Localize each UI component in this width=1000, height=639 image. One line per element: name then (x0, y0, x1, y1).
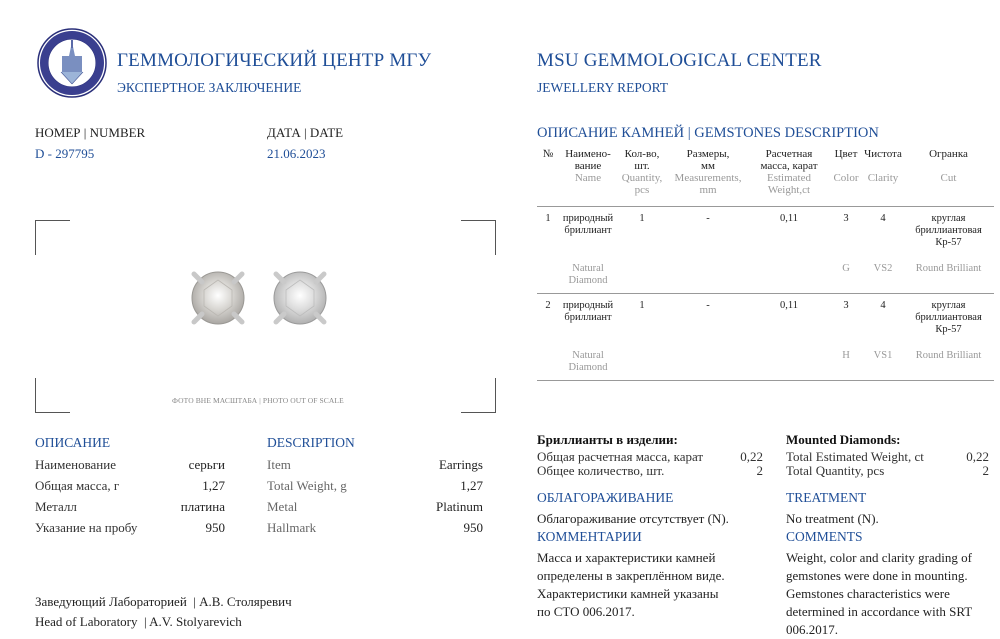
comment-line: 006.2017. (786, 622, 838, 637)
property-value: платина (180, 499, 225, 514)
mounted-en-weight-label: Total Estimated Weight, ct (786, 449, 924, 464)
gem-header-en-qty: Quantity, pcs (617, 172, 667, 207)
comments-en-text (786, 549, 972, 639)
gem-cell-num: 2 (545, 300, 551, 311)
gem-row (537, 207, 994, 264)
gem-cell-en-qty (617, 350, 667, 381)
gem-body (537, 207, 994, 381)
gem-header-color: Цвет (834, 148, 858, 160)
gem-header-en-name: Name (559, 172, 617, 207)
property-row (267, 478, 483, 499)
property-label: Металл (35, 499, 77, 514)
property-label: Total Weight, g (267, 478, 347, 493)
property-label: Item (267, 457, 291, 472)
crop-mark-tl (35, 220, 70, 255)
mounted-en-block (786, 450, 989, 478)
gemstones-table (537, 148, 994, 381)
treatment-ru-text: Облагораживание отсутствует (N). (537, 511, 729, 526)
gem-header-en-weight: Estimated Weight,ct (749, 172, 829, 207)
gem-cell-color: 3 (843, 300, 849, 311)
gem-cell-en-num (537, 350, 559, 381)
gem-header-name: Наимено- вание (565, 148, 611, 172)
gem-header-en (537, 172, 994, 207)
gem-cell-clarity: 4 (880, 300, 886, 311)
property-value: 1,27 (460, 478, 483, 493)
gem-cell-en-qty (617, 263, 667, 294)
comments-ru-title: КОММЕНТАРИИ (537, 529, 642, 544)
gem-header-en-size: Measurements, mm (667, 172, 749, 207)
gem-header-ru (537, 148, 994, 172)
gem-cell-en-weight (749, 263, 829, 294)
property-label: Указание на пробу (35, 520, 138, 535)
earrings-photo (180, 260, 350, 335)
mounted-ru-count-label: Общее количество, шт. (537, 463, 665, 478)
gem-header-size: Размеры, мм (686, 148, 730, 172)
gem-cell-name: природный бриллиант (562, 213, 614, 236)
gem-header-num: № (542, 148, 554, 160)
property-value: 950 (463, 520, 483, 535)
earring-left (192, 272, 244, 324)
property-value: серьги (188, 457, 225, 472)
mounted-ru-title: Бриллианты в изделии: (537, 432, 678, 447)
property-label: Hallmark (267, 520, 317, 535)
gem-row-en (537, 263, 994, 294)
gem-cell-en-weight (749, 350, 829, 381)
gem-cell-cut: круглая бриллиантовая Кр-57 (915, 213, 982, 248)
gem-header-en-cut: Cut (903, 172, 994, 207)
comments-en-title: COMMENTS (786, 529, 863, 544)
gem-cell-en-color: G (829, 263, 863, 294)
gem-cell-color: 3 (843, 213, 849, 224)
gem-cell-en-clarity: VS2 (863, 263, 903, 294)
property-value: 1,27 (202, 478, 225, 493)
gem-cell-weight: 0,11 (780, 213, 798, 224)
gem-cell-en-size (667, 350, 749, 381)
ru-title: ГЕММОЛОГИЧЕСКИЙ ЦЕНТР МГУ (117, 50, 432, 71)
property-value: Platinum (436, 499, 483, 514)
gem-cell-en-clarity: VS1 (863, 350, 903, 381)
date-label: ДАТА | DATE (267, 125, 344, 140)
gemstones-title: ОПИСАНИЕ КАМНЕЙ | GEMSTONES DESCRIPTION (537, 125, 879, 141)
en-subtitle: JEWELLERY REPORT (537, 80, 669, 95)
mounted-ru-weight-value: 0,22 (740, 449, 763, 464)
gem-cell-en-color: H (829, 350, 863, 381)
mounted-en-title: Mounted Diamonds: (786, 432, 901, 447)
gem-cell-size: - (706, 213, 710, 224)
property-value: Earrings (438, 457, 483, 472)
treatment-en-title: TREATMENT (786, 490, 867, 505)
gem-cell-clarity: 4 (880, 213, 886, 224)
comment-line: по СТО 006.2017. (537, 604, 635, 619)
comment-line: Gemstones characteristics were (786, 586, 950, 601)
mounted-ru-block (537, 450, 763, 478)
gem-cell-en-cut: Round Brilliant (903, 350, 994, 381)
number-label: НОМЕР | NUMBER (35, 125, 146, 140)
mounted-en-weight-value: 0,22 (966, 449, 989, 464)
treatment-en-text: No treatment (N). (786, 511, 879, 526)
gem-cell-en-size (667, 263, 749, 294)
property-label: Наименование (35, 457, 116, 472)
comment-line: gemstones were done in mounting. (786, 568, 968, 583)
gem-cell-num: 1 (545, 213, 551, 224)
comment-line: Weight, color and clarity grading of (786, 550, 972, 565)
mounted-en-count-label: Total Quantity, pcs (786, 463, 885, 478)
gem-cell-qty: 1 (639, 300, 645, 311)
comment-line: Характеристики камней указаны (537, 586, 719, 601)
comment-line: determined in accordance with SRT (786, 604, 973, 619)
comments-ru-text (537, 549, 725, 621)
gem-header-en-num (537, 172, 559, 207)
crop-mark-tr (461, 220, 496, 255)
gem-cell-en-cut: Round Brilliant (903, 263, 994, 294)
treatment-ru-title: ОБЛАГОРАЖИВАНИЕ (537, 490, 674, 505)
signature-ru: Заведующий Лабораторией | А.В. Столяревич (35, 594, 292, 609)
gem-header-cut: Огранка (929, 148, 968, 160)
gem-cell-en-name: Natural Diamond (559, 263, 617, 294)
property-label: Общая масса, г (35, 478, 120, 493)
crop-mark-br (461, 378, 496, 413)
comment-line: определены в закреплённом виде. (537, 568, 725, 583)
gem-header-clarity: Чистота (864, 148, 902, 160)
description-ru-list (35, 457, 225, 541)
description-en-list (267, 457, 483, 541)
property-row (267, 520, 483, 541)
mounted-en-count-value: 2 (982, 463, 989, 478)
gem-cell-en-num (537, 263, 559, 294)
property-row (35, 478, 225, 499)
mounted-ru-count-value: 2 (756, 463, 763, 478)
photo-caption: ФОТО ВНЕ МАСШТАБА | PHOTO OUT OF SCALE (172, 396, 344, 405)
description-ru-title: ОПИСАНИЕ (35, 435, 111, 450)
number-value: D - 297795 (35, 146, 95, 161)
crop-mark-bl (35, 378, 70, 413)
en-title: MSU GEMMOLOGICAL CENTER (537, 50, 822, 71)
gem-row (537, 294, 994, 351)
gem-header-qty: Кол-во, шт. (624, 148, 660, 172)
description-en-title: DESCRIPTION (267, 435, 355, 450)
gem-header-en-clarity: Clarity (863, 172, 903, 207)
gem-row-en (537, 350, 994, 381)
property-row (267, 457, 483, 478)
ru-subtitle: ЭКСПЕРТНОЕ ЗАКЛЮЧЕНИЕ (117, 80, 302, 95)
gem-cell-size: - (706, 300, 710, 311)
property-label: Metal (267, 499, 298, 514)
gem-header-en-color: Color (829, 172, 863, 207)
gem-cell-en-name: Natural Diamond (559, 350, 617, 381)
gem-cell-weight: 0,11 (780, 300, 798, 311)
earring-right (274, 272, 326, 324)
gem-cell-cut: круглая бриллиантовая Кр-57 (915, 300, 982, 335)
gem-cell-name: природный бриллиант (562, 300, 614, 323)
property-value: 950 (205, 520, 225, 535)
property-row (35, 520, 225, 541)
property-row (35, 457, 225, 478)
property-row (35, 499, 225, 520)
msu-logo (37, 28, 107, 98)
signature-en: Head of Laboratory | A.V. Stolyarevich (35, 614, 242, 629)
comment-line: Масса и характеристики камней (537, 550, 716, 565)
gem-cell-qty: 1 (639, 213, 645, 224)
date-value: 21.06.2023 (267, 146, 326, 161)
property-row (267, 499, 483, 520)
gem-header-weight: Расчетная масса, карат (760, 148, 818, 172)
mounted-ru-weight-label: Общая расчетная масса, карат (537, 449, 704, 464)
